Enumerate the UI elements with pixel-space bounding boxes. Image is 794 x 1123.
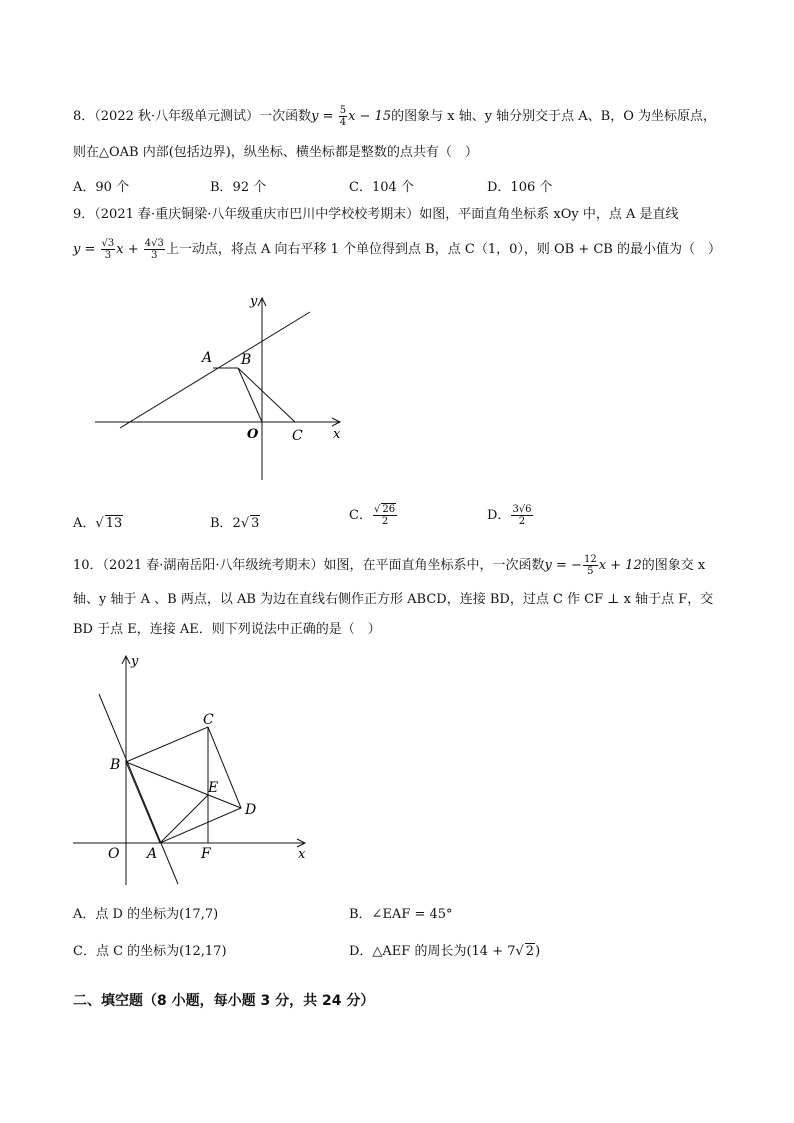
q9-option-b-radicand: 3 bbox=[251, 516, 260, 531]
q8-frac-num: 5 bbox=[339, 105, 347, 116]
q10-option-a: A．点 D 的坐标为(17,7) bbox=[73, 907, 219, 922]
q8-number: 8． bbox=[73, 109, 95, 124]
q9-label-b: B bbox=[241, 352, 252, 368]
q10-pre: 如图，在平面直角坐标系中，一次函数 bbox=[323, 558, 545, 573]
q9-f1-den: 3 bbox=[104, 250, 112, 261]
q10-option-d-radicand: 2 bbox=[525, 944, 535, 959]
q9-option-a: A．√ 13 bbox=[73, 516, 123, 531]
q10-option-d-suffix: ) bbox=[535, 944, 541, 959]
q9-number: 9． bbox=[73, 207, 95, 222]
q10-label-x: x bbox=[298, 847, 306, 862]
q10-label-o: O bbox=[108, 846, 120, 862]
q8-fn-eq: = bbox=[318, 109, 338, 124]
q9-label-a: A bbox=[202, 350, 213, 366]
q10-fn-tail: x + 12 bbox=[598, 558, 642, 573]
q10-label-f: F bbox=[201, 846, 211, 862]
q9-f2-num: 4√3 bbox=[144, 238, 164, 249]
q9-option-d-prefix: D． bbox=[487, 508, 511, 523]
q9-option-c-prefix: C． bbox=[349, 508, 372, 523]
q9-source: （2021 春·重庆铜梁·八年级重庆市巴川中学校校考期末） bbox=[94, 207, 420, 222]
q10-line3: BD 于点 E，连接 AE．则下列说法中正确的是（ ） bbox=[73, 622, 381, 637]
q10-option-d: D．△AEF 的周长为(14 + 7√ 2) bbox=[349, 944, 541, 959]
q9-fn-y: y = bbox=[73, 242, 100, 257]
section-2-heading: 二、填空题（8 小题，每小题 3 分，共 24 分） bbox=[73, 993, 375, 1009]
q10-frac-den: 5 bbox=[587, 566, 594, 577]
q10-label-a: A bbox=[147, 846, 158, 862]
q9-line2-tail: 上一动点，将点 A 向右平移 1 个单位得到点 B，点 C（1，0），则 OB + CB 的最小值为（ ） bbox=[165, 242, 721, 257]
q10-label-c: C bbox=[203, 712, 214, 728]
q9-option-b-prefix: B．2 bbox=[210, 516, 241, 531]
q9-line1-tail: 如图，平面直角坐标系 xOy 中，点 A 是直线 bbox=[419, 207, 679, 222]
q9-option-d-den: 2 bbox=[518, 516, 526, 527]
q10-option-c: C．点 C 的坐标为(12,17) bbox=[73, 944, 227, 959]
q8-option-d: D．106 个 bbox=[487, 180, 553, 195]
q8-option-c: C．104 个 bbox=[349, 180, 414, 195]
q9-f1-num: √3 bbox=[101, 238, 115, 249]
q10-label-d: D bbox=[245, 802, 257, 818]
q10-option-d-prefix: D．△AEF 的周长为(14 + 7 bbox=[349, 944, 516, 959]
q9-option-a-prefix: A． bbox=[73, 516, 96, 531]
q10-option-b: B．∠EAF = 45° bbox=[349, 907, 453, 922]
q8-pre: 一次函数 bbox=[259, 109, 312, 124]
q10-source: （2021 春·湖南岳阳·八年级统考期末） bbox=[102, 558, 324, 573]
q9-mid: x + bbox=[116, 242, 143, 257]
q10-number: 10． bbox=[73, 558, 103, 573]
q9-label-c: C bbox=[292, 428, 303, 444]
q9-option-c-den: 2 bbox=[381, 516, 389, 527]
q9-label-o: O bbox=[247, 427, 259, 442]
q9-f2-den: 3 bbox=[151, 250, 158, 261]
q9-option-c-num: √ 26 bbox=[373, 504, 396, 515]
q10-post: 的图象交 x bbox=[641, 558, 706, 573]
q10-line2: 轴、y 轴于 A 、B 两点，以 AB 为边在直线右侧作正方形 ABCD，连接 BD，过点 C 作 CF ⊥ x 轴于点 F，交 bbox=[73, 592, 714, 607]
q8-option-a: A．90 个 bbox=[73, 180, 130, 195]
q8-post: 的图象与 x 轴、y 轴分别交于点 A、B，O 为坐标原点， bbox=[391, 109, 717, 124]
q10-segment-ae bbox=[160, 795, 208, 843]
q8-source: （2022 秋·八年级单元测试） bbox=[94, 109, 260, 124]
q9-option-b: B．2√ 3 bbox=[210, 516, 260, 531]
q10-label-e: E bbox=[208, 780, 219, 796]
q10-label-y: y bbox=[131, 654, 139, 669]
q10-fn-y: y = − bbox=[544, 558, 582, 573]
q9-label-x: x bbox=[333, 427, 341, 442]
q10-frac-num: 12 bbox=[583, 554, 597, 565]
q8-fn-y: y bbox=[311, 109, 319, 124]
q9-option-c-radicand: 26 bbox=[382, 504, 396, 515]
q9-option-d-num: 3√6 bbox=[512, 504, 532, 515]
q9-label-y: y bbox=[250, 294, 258, 309]
q10-label-b: B bbox=[110, 757, 121, 773]
q8-option-b: B．92 个 bbox=[210, 180, 267, 195]
q9-option-a-radicand: 13 bbox=[105, 516, 123, 531]
q8-frac-den: 4 bbox=[339, 117, 347, 128]
q8-line2: 则在△OAB 内部(包括边界)，纵坐标、横坐标都是整数的点共有（ ） bbox=[73, 145, 478, 160]
q8-fn-tail: x − 15 bbox=[348, 109, 392, 124]
